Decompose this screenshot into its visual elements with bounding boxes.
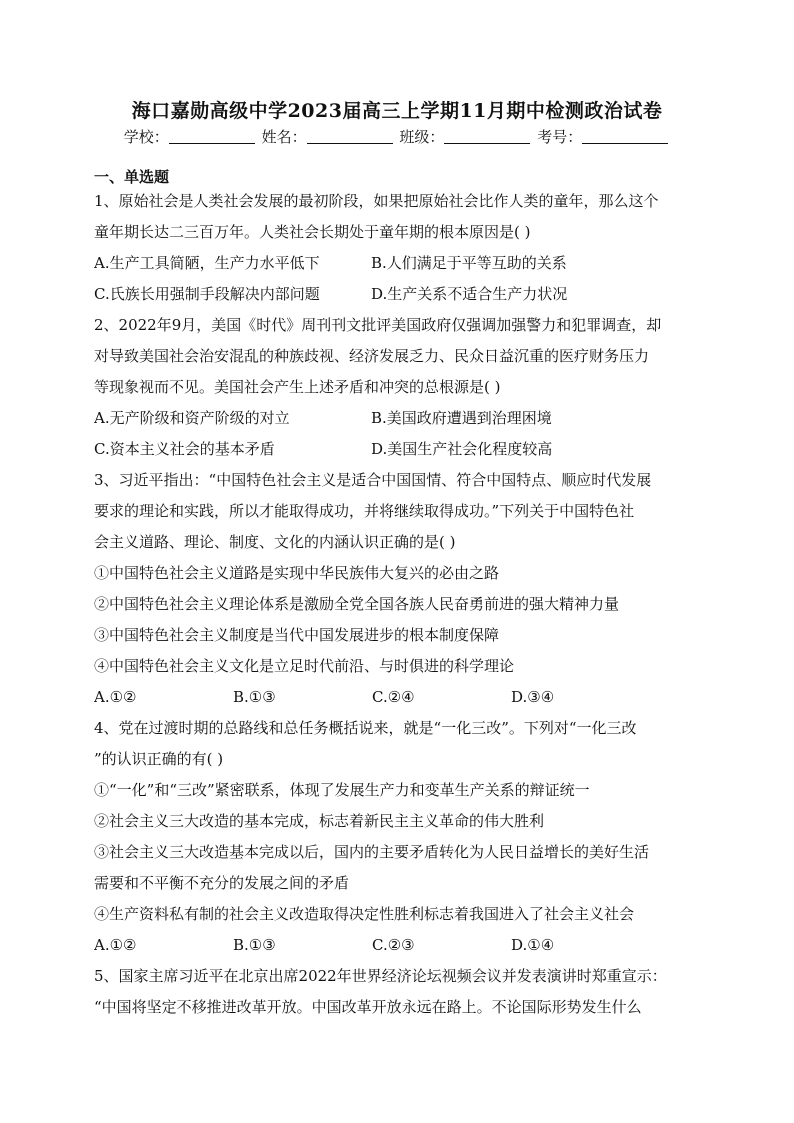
option-a[interactable]: A.①② [94,936,137,954]
option-a[interactable]: A.①② [94,688,137,706]
question-list [94,186,704,1023]
options-row [94,403,704,434]
question-text-line: 4、党在过渡时期的总路线和总任务概括说来，就是“一化三改”。下列对“一化三改 [94,719,637,737]
option-b[interactable]: B.人们满足于平等互助的关系 [371,254,567,272]
question-text-line: 要求的理论和实践，所以才能取得成功，并将继续取得成功。”下列关于中国特色社 [94,502,635,520]
student-info-row [0,126,794,147]
statement-item: 需要和不平衡不充分的发展之间的矛盾 [94,874,350,892]
question-text-line: 等现象视而不见。美国社会产生上述矛盾和冲突的总根源是( ) [94,378,501,396]
option-d[interactable]: D.生产关系不适合生产力状况 [371,285,568,303]
option-c[interactable]: C.②③ [372,936,415,954]
question-text-line: 1、原始社会是人类社会发展的最初阶段，如果把原始社会比作人类的童年，那么这个 [94,192,659,210]
option-b[interactable]: B.①③ [233,936,276,954]
statement-item: ④生产资料私有制的社会主义改造取得决定性胜利标志着我国进入了社会主义社会 [94,905,635,923]
options-row [94,248,704,279]
options-row [94,279,704,310]
name-label: 姓名： [261,128,307,146]
exam-number-blank[interactable] [582,129,668,144]
question-text-line: 5、国家主席习近平在北京出席2022年世界经济论坛视频会议并发表演讲时郑重宣示： [94,967,667,985]
option-c[interactable]: C.氏族长用强制手段解决内部问题 [94,285,320,303]
statement-item: ④中国特色社会主义文化是立足时代前沿、与时俱进的科学理论 [94,657,515,675]
option-d[interactable]: D.美国生产社会化程度较高 [371,440,553,458]
question-text-line: 2、2022年9月，美国《时代》周刊刊文批评美国政府仅强调加强警力和犯罪调查，却 [94,316,662,334]
option-a[interactable]: A.无产阶级和资产阶级的对立 [94,409,290,427]
section-title: 一、单选题 [94,168,170,186]
question-text-line: 对导致美国社会治安混乱的种族歧视、经济发展乏力、民众日益沉重的医疗财务压力 [94,347,650,365]
statement-item: ③社会主义三大改造基本完成以后，国内的主要矛盾转化为人民日益增长的美好生活 [94,843,650,861]
exam-number-label: 考号： [537,128,583,146]
statement-item: ①“一化”和“三改”紧密联系，体现了发展生产力和变革生产关系的辩证统一 [94,781,590,799]
school-blank[interactable] [169,129,255,144]
option-d[interactable]: D.①④ [511,936,555,954]
question-3 [94,465,704,713]
statement-item: ①中国特色社会主义道路是实现中华民族伟大复兴的必由之路 [94,564,500,582]
question-text-line: 童年期长达二三百万年。人类社会长期处于童年期的根本原因是( ) [94,223,531,241]
statement-item: ②中国特色社会主义理论体系是激励全党全国各族人民奋勇前进的强大精神力量 [94,595,620,613]
option-c[interactable]: C.资本主义社会的基本矛盾 [94,440,275,458]
option-d[interactable]: D.③④ [511,688,555,706]
option-c[interactable]: C.②④ [372,688,415,706]
statement-item: ③中国特色社会主义制度是当代中国发展进步的根本制度保障 [94,626,500,644]
class-label: 班级： [399,128,445,146]
option-a[interactable]: A.生产工具简陋，生产力水平低下 [94,254,320,272]
question-5 [94,961,704,1023]
question-text-line: 3、习近平指出：“中国特色社会主义是适合中国国情、符合中国特点、顺应时代发展 [94,471,652,489]
options-row [94,434,704,465]
option-b[interactable]: B.①③ [233,688,276,706]
question-text-line: ”的认识正确的有( ) [94,750,224,768]
exam-title: 海口嘉勋高级中学2023届高三上学期11月期中检测政治试卷 [131,100,663,122]
name-blank[interactable] [307,129,393,144]
options-row [94,930,704,961]
question-4 [94,713,704,961]
school-label: 学校： [123,128,169,146]
options-row [94,682,704,713]
question-1 [94,186,704,310]
question-text-line: “中国将坚定不移推进改革开放。中国改革开放永远在路上。不论国际形势发生什么 [94,998,642,1016]
option-b[interactable]: B.美国政府遭遇到治理困境 [371,409,552,427]
question-2 [94,310,704,465]
class-blank[interactable] [444,129,530,144]
question-text-line: 会主义道路、理论、制度、文化的内涵认识正确的是( ) [94,533,456,551]
statement-item: ②社会主义三大改造的基本完成，标志着新民主主义革命的伟大胜利 [94,812,545,830]
